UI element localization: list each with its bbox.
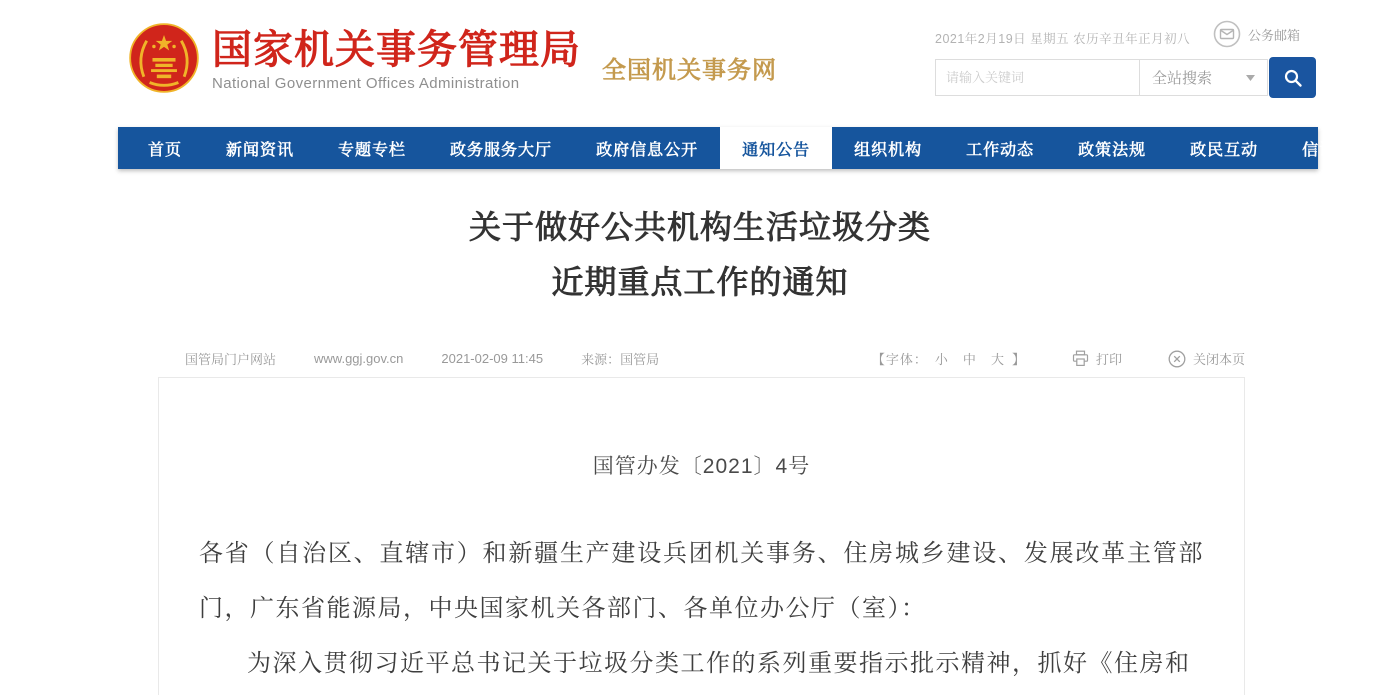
article-title-line2: 近期重点工作的通知	[551, 264, 849, 300]
nav-item[interactable]: 工作动态	[966, 141, 1035, 159]
mail-icon	[1213, 20, 1241, 48]
print-label: 打印	[1095, 352, 1122, 367]
search-icon	[1283, 68, 1303, 88]
article-meta-left	[158, 349, 659, 368]
font-large-button[interactable]: 大	[990, 352, 1005, 367]
article-body	[199, 526, 1204, 691]
national-emblem-logo	[128, 22, 200, 94]
article-paragraph: 为深入贯彻习近平总书记关于垃圾分类工作的系列重要指示批示精神，抓好《住房和	[247, 650, 1191, 677]
nav-item[interactable]: 首页	[148, 141, 183, 159]
nav-item[interactable]: 组织机构	[854, 141, 923, 159]
nav-item[interactable]: 政民互动	[1190, 141, 1259, 159]
network-site-title: 全国机关事务网	[602, 57, 777, 84]
mailbox-label: 公务邮箱	[1248, 27, 1301, 43]
article-title	[0, 200, 1400, 310]
site-subtitle: National Government Offices Administration	[212, 75, 520, 92]
nav-item[interactable]: 新闻资讯	[226, 141, 295, 159]
article-paragraph: 各省（自治区、直辖市）和新疆生产建设兵团机关事务、住房城乡建设、发展改革主管部门，广东省能源局，中央国家机关各部门、各单位办公厅（室）：	[199, 540, 1204, 622]
chevron-down-icon	[1246, 75, 1255, 81]
font-medium-button[interactable]: 中	[962, 352, 977, 367]
search-input[interactable]	[935, 59, 1140, 96]
site-title: 国家机关事务管理局	[212, 28, 581, 72]
main-nav	[118, 127, 1371, 169]
document-number: 国管办发〔2021〕4号	[592, 455, 811, 478]
print-button[interactable]	[1072, 349, 1122, 368]
article-meta-row	[158, 349, 1245, 368]
nav-item[interactable]: 政策法规	[1078, 141, 1147, 159]
meta-site-url: www.ggj.gov.cn	[314, 351, 404, 366]
nav-item[interactable]: 专题专栏	[338, 141, 407, 159]
date-text: 2021年2月19日 星期五 农历辛丑年正月初八	[935, 32, 1191, 46]
font-small-button[interactable]: 小	[934, 352, 949, 367]
meta-publish-time: 2021-02-09 11:45	[441, 351, 544, 366]
official-mailbox-link[interactable]	[1213, 20, 1300, 48]
search-scope-select[interactable]	[1140, 59, 1268, 96]
nav-item[interactable]: 通知公告	[720, 127, 832, 169]
meta-source: 来源：国管局	[581, 352, 660, 367]
nav-item[interactable]: 政务服务大厅	[450, 141, 553, 159]
article-meta-right	[872, 349, 1245, 368]
font-label-open: 【字体：	[871, 352, 928, 367]
close-icon	[1168, 350, 1186, 368]
article-content-box	[158, 377, 1245, 695]
search-scope-label: 全站搜索	[1152, 70, 1213, 87]
meta-source-site: 国管局门户网站	[185, 352, 277, 367]
close-page-button[interactable]	[1168, 349, 1245, 368]
search-button[interactable]	[1269, 57, 1316, 98]
font-size-control	[872, 349, 1026, 368]
nav-item[interactable]: 政府信息公开	[596, 141, 699, 159]
article-title-line1: 关于做好公共机构生活垃圾分类	[468, 209, 931, 245]
font-label-close: 】	[1011, 352, 1026, 367]
nav-item[interactable]: 信访举报	[1302, 141, 1371, 159]
close-page-label: 关闭本页	[1192, 352, 1245, 367]
printer-icon	[1072, 350, 1089, 367]
